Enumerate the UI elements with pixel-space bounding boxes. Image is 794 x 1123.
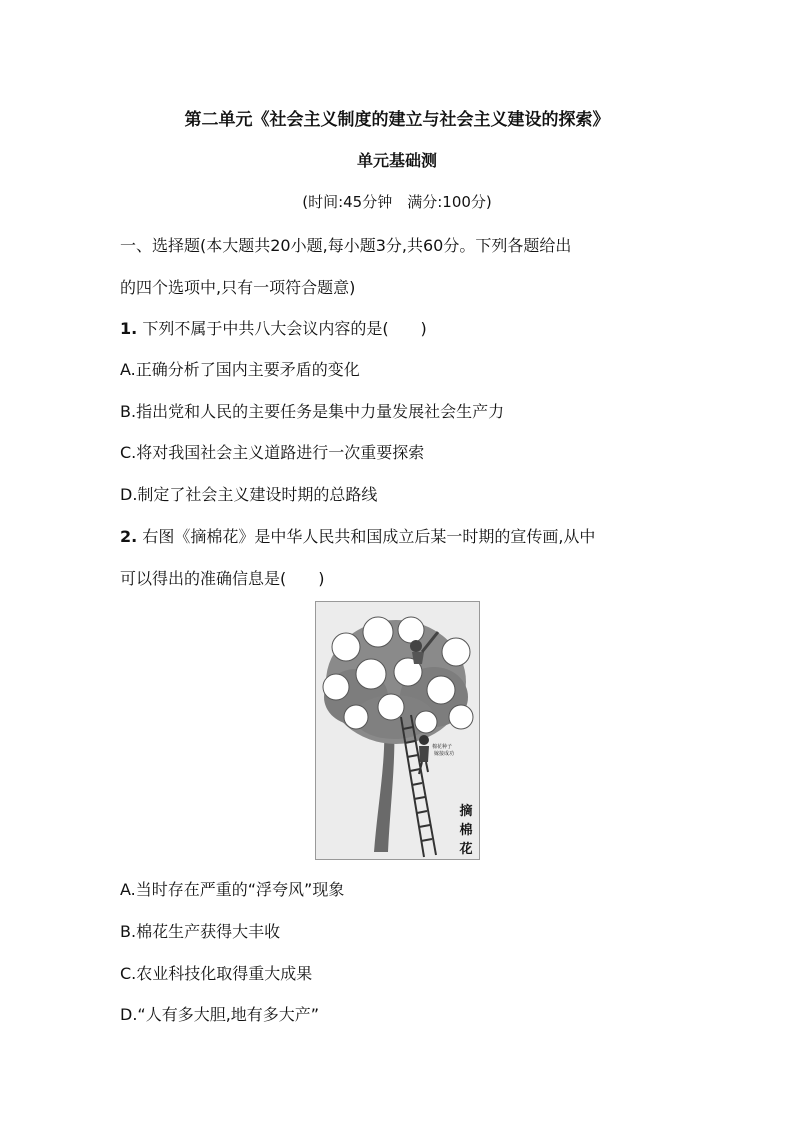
test-meta: (时间:45分钟 满分:100分) <box>302 193 492 211</box>
poster-caption-char-2: 棉 <box>459 823 473 838</box>
question-2-option-b: B.棉花生产获得大丰收 <box>120 922 281 941</box>
test-subtitle: 单元基础测 <box>356 151 437 170</box>
section-instruction-line2: 的四个选项中,只有一项符合题意) <box>120 278 356 297</box>
section-instruction-line1: 一、选择题(本大题共20小题,每小题3分,共60分。下列各题给出 <box>120 236 572 255</box>
poster-caption-char-1: 摘 <box>459 804 473 819</box>
question-2-option-a: A.当时存在严重的“浮夸风”现象 <box>120 880 345 899</box>
poster-caption-char-3: 花 <box>459 842 473 857</box>
question-2-number: 2. <box>120 527 138 546</box>
question-1-stem <box>120 316 427 339</box>
question-2-text-line2: 可以得出的准确信息是( ) <box>120 569 325 588</box>
question-1-text: 下列不属于中共八大会议内容的是( ) <box>142 319 427 338</box>
question-1-option-c: C.将对我国社会主义道路进行一次重要探索 <box>120 443 425 462</box>
question-1-option-b: B.指出党和人民的主要任务是集中力量发展社会生产力 <box>120 402 505 421</box>
poster-note-line1: 棉花种子 <box>432 744 453 750</box>
question-2-stem <box>120 524 595 547</box>
question-1-option-d: D.制定了社会主义建设时期的总路线 <box>120 485 378 504</box>
question-1-option-a: A.正确分析了国内主要矛盾的变化 <box>120 360 360 379</box>
unit-title: 第二单元《社会主义制度的建立与社会主义建设的探索》 <box>184 110 610 130</box>
poster-note-line2: 嫁接成功 <box>434 751 455 757</box>
question-2-option-d: D.“人有多大胆,地有多大产” <box>120 1005 320 1024</box>
poster-illustration <box>316 602 479 859</box>
question-1-number: 1. <box>120 319 138 338</box>
question-2-option-c: C.农业科技化取得重大成果 <box>120 964 313 983</box>
cotton-picking-poster <box>315 601 480 860</box>
question-2-text-line1: 右图《摘棉花》是中华人民共和国成立后某一时期的宣传画,从中 <box>142 527 596 546</box>
